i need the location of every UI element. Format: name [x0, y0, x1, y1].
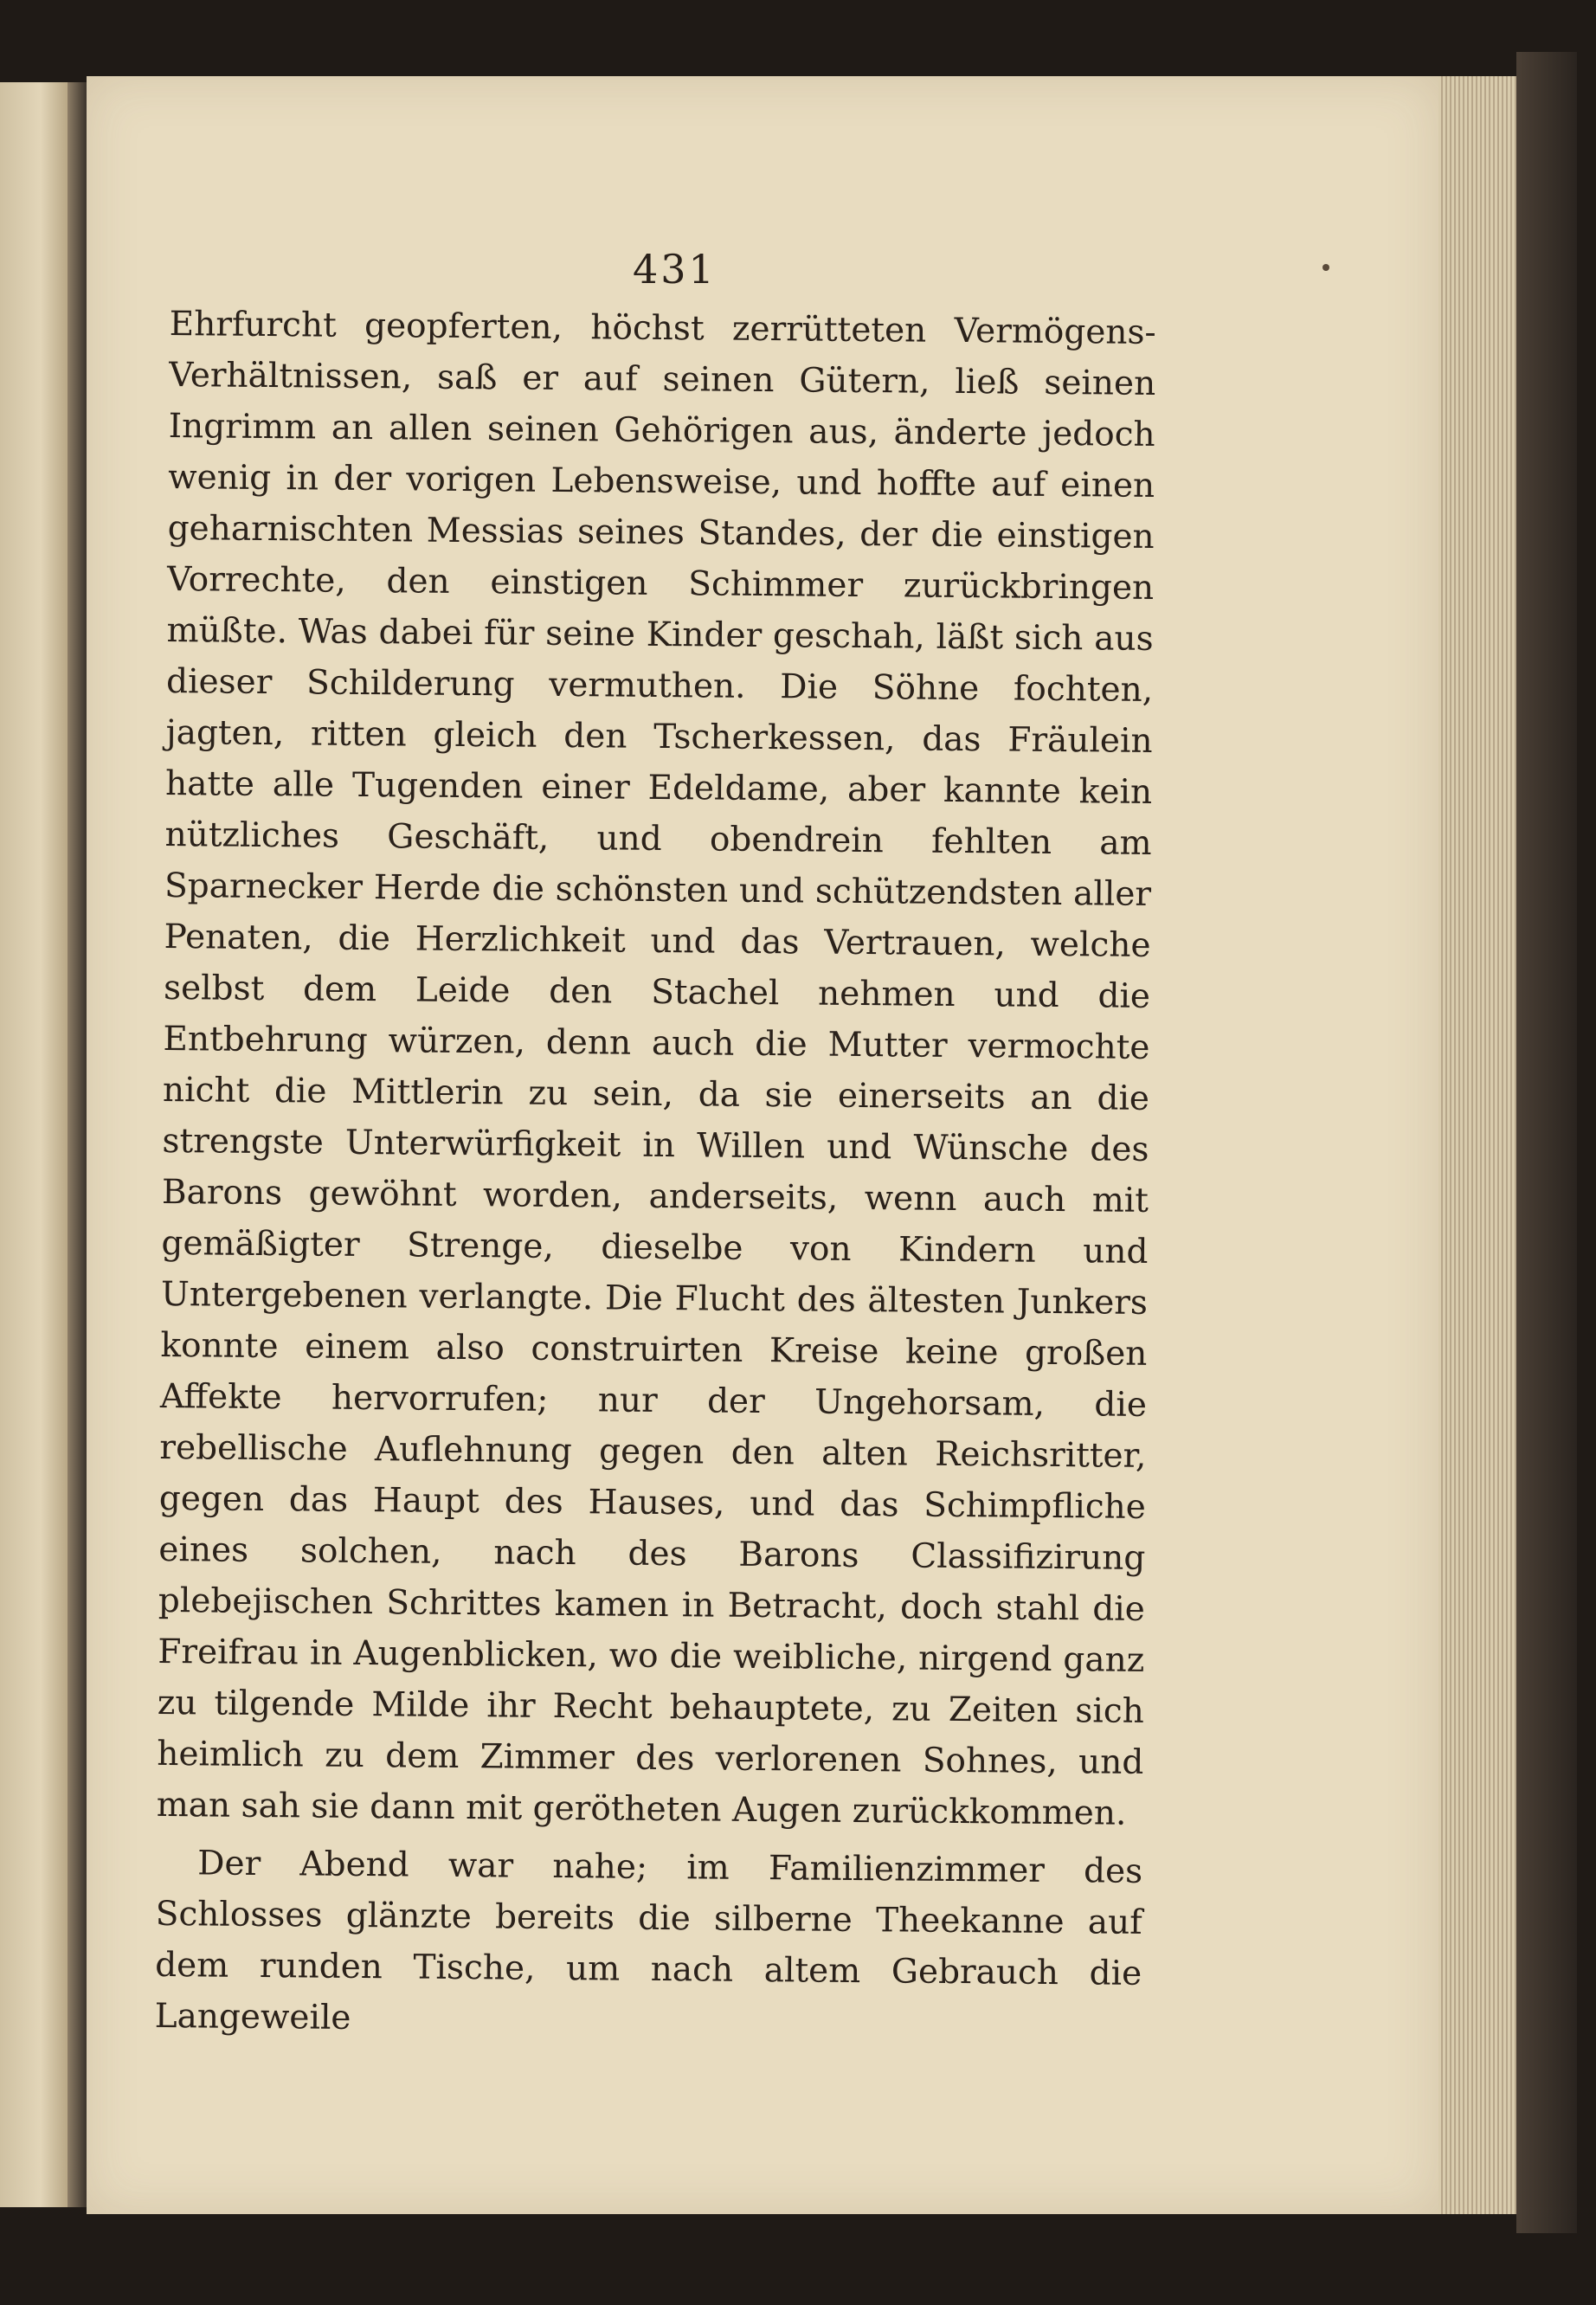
paragraph: Ehrfurcht geopferten, höchst zerrütteten Vermögens-Verhältnissen, saß er auf seinen Gütern, ließ seinen Ingrimm an allen seinen Gehörigen aus, änderte jedoch wenig in der vorigen Lebensweise, und hoffte auf einen geharnischten Messias seines Standes, der die einstigen Vorrechte, den einstigen Schimmer zurückbringen müßte. Was dabei für seine Kinder geschah, läßt sich aus dieser Schilderung vermuthen. Die Söhne fochten, jagten, ritten gleich den Tscherkessen, das Fräulein hatte alle Tugenden einer Edeldame, aber kannte kein nützliches Geschäft, und obendrein fehlten am Sparnecker Herde die schönsten und schützendsten aller Penaten, die Herzlichkeit und das Vertrauen, welche selbst dem Leide den Stachel nehmen und die Entbehrung würzen, denn auch die Mutter vermochte nicht die Mittlerin zu sein, da sie einerseits an die strengste Unterwürfigkeit in Willen und Wünsche des Barons gewöhnt worden, anderseits, wenn auch mit gemäßigter Strenge, dieselbe von Kindern und Untergebenen verlangte. Die Flucht des ältesten Junkers konnte einem also construirten Kreise keine großen Affekte hervorrufen; nur der Ungehorsam, die rebellische Auflehnung gegen den alten Reichsritter, gegen das Haupt des Hauses, und das Schimpfliche eines solchen, nach des Barons Classifizirung plebejischen Schrittes kamen in Betracht, doch stahl die Freifrau in Augenblicken, wo die weibliche, nirgend ganz zu tilgende Milde ihr Recht behauptete, zu Zeiten sich heimlich zu dem Zimmer des verlorenen Sohnes, und man sah sie dann mit gerötheten Augen zurückkommen.: [156, 304, 1156, 1833]
book-gutter: [68, 82, 87, 2207]
book-cover: [1516, 52, 1577, 2233]
page-number: 431: [633, 246, 717, 293]
ink-spot: [1322, 264, 1329, 271]
paragraph: Der Abend war nahe; im Familienzimmer des Schlosses glänzte bereits die silberne Theekanne auf dem runden Tische, um nach altem Gebrauch die Langeweile: [154, 1844, 1143, 2038]
page-edges: [1438, 76, 1516, 2214]
body-text: [154, 299, 1156, 2051]
left-page: [0, 82, 68, 2207]
